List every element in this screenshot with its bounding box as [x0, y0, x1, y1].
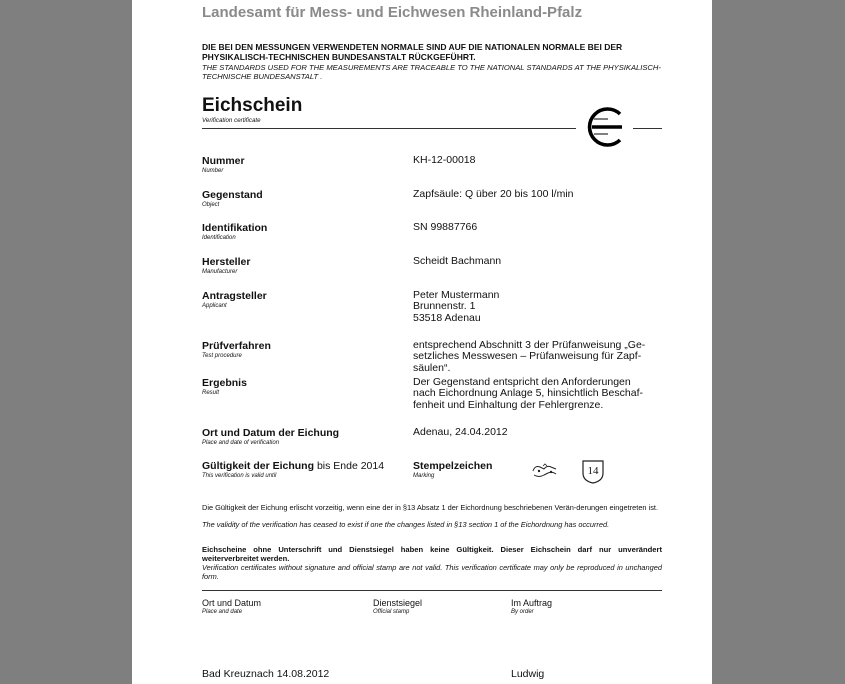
office-name: Landesamt für Mess- und Eichwesen Rheinland-Pfalz	[202, 4, 583, 21]
procedure-label-en: Test procedure	[202, 353, 242, 359]
applicant-name: Peter Mustermann	[413, 289, 500, 301]
object-label: Gegenstand	[202, 189, 263, 201]
shield-badge	[581, 459, 605, 485]
certificate-page	[132, 0, 712, 684]
result-line-3: fenheit und Einhaltung der Fehlergrenze.	[413, 398, 604, 411]
procedure-line-1: entsprechend Abschnitt 3 der Prüfanweisung „Ge-	[413, 339, 646, 351]
verification-stamp-icon	[530, 462, 560, 482]
identification-label: Identifikation	[202, 222, 268, 234]
number-label-en: Number	[202, 168, 224, 174]
applicant-street: Brunnenstr. 1	[413, 300, 476, 313]
result-line-1: Der Gegenstand entspricht den Anforderungen	[413, 376, 631, 388]
signature-place-date-label: Ort und Datum	[202, 598, 262, 608]
validity-label-main: Gültigkeit der Eichung	[202, 460, 315, 472]
applicant-label: Antragsteller	[202, 290, 267, 302]
by-order-label: Im Auftrag	[511, 598, 553, 608]
identification-value: SN 99887766	[413, 221, 478, 233]
procedure-value	[413, 340, 663, 374]
official-stamp-label-en: Official stamp	[373, 609, 410, 615]
identification-label-en: Identification	[202, 235, 236, 241]
verification-place-date-value: Adenau, 24.04.2012	[413, 426, 508, 438]
official-stamp-label: Dienstsiegel	[373, 598, 423, 608]
object-label-en: Object	[202, 202, 220, 208]
by-order-label-en: By order	[511, 609, 534, 615]
signature-note-en: Verification certificates without signature and official stamp are not valid. This verification certificate may only be reproduced in unchanged form.	[202, 563, 662, 581]
signer-name: Ludwig	[511, 668, 545, 680]
applicant-city: 53518 Adenau	[413, 311, 481, 324]
traceability-statement-de: DIE BEI DEN MESSUNGEN VERWENDETEN NORMALE SIND AUF DIE NATIONALEN NORMALE BEI DER PHYSIKALISCH-TECHNISCHEN BUNDESANSTALT RÜCKGEFÜHRT.	[202, 42, 623, 62]
shield-badge-number: 14	[587, 465, 599, 477]
validity-label-suffix: bis Ende 2014	[316, 460, 385, 472]
signature-rule	[202, 590, 662, 591]
manufacturer-label-en: Manufacturer	[202, 269, 238, 275]
applicant-label-en: Applicant	[202, 303, 227, 309]
marking-label-en: Marking	[413, 473, 435, 479]
marking-label: Stempelzeichen	[413, 460, 493, 472]
result-label: Ergebnis	[202, 377, 247, 389]
applicant-value	[413, 290, 663, 324]
result-label-en: Result	[202, 390, 220, 396]
procedure-line-3: säulen“.	[413, 361, 451, 374]
certificate-title-en: Verification certificate	[202, 117, 261, 124]
number-value: KH-12-00018	[413, 154, 476, 166]
verification-place-date-label-en: Place and date of verification	[202, 440, 280, 446]
validity-label-en: This verification is valid until	[202, 473, 277, 479]
signature-place-date-value: Bad Kreuznach 14.08.2012	[202, 668, 330, 680]
signature-note-de: Eichscheine ohne Unterschrift und Dienstsiegel haben keine Gültigkeit. Dieser Eichschein darf nur unverändert weiterverbreitet werden.	[202, 545, 662, 563]
traceability-statement-en: THE STANDARDS USED FOR THE MEASUREMENTS ARE TRACEABLE TO THE NATIONAL STANDARDS AT THE PHYSIKALISCH-TECHNISCHE BUNDESANSTALT .	[202, 63, 661, 81]
validity-note-en: The validity of the verification has ceased to exist if one the changes listed in §13 section 1 of the Eichordnung has occurred.	[202, 520, 610, 529]
certificate-title: Eichschein	[202, 95, 303, 116]
object-value: Zapfsäule: Q über 20 bis 100 l/min	[413, 188, 574, 200]
manufacturer-value: Scheidt Bachmann	[413, 255, 502, 267]
verification-place-date-label: Ort und Datum der Eichung	[202, 427, 340, 439]
procedure-label: Prüfverfahren	[202, 340, 271, 352]
number-label: Nummer	[202, 155, 245, 167]
title-rule-left	[202, 128, 576, 129]
procedure-line-2: setzliches Messwesen – Prüfanweisung für Zapf-	[413, 350, 642, 363]
title-rule-right	[633, 128, 662, 129]
validity-label	[202, 460, 384, 472]
result-line-2: nach Eichordnung Anlage 5, hinsichtlich Beschaf-	[413, 387, 643, 400]
manufacturer-label: Hersteller	[202, 256, 251, 268]
result-value	[413, 377, 663, 411]
signature-place-date-label-en: Place and date	[202, 609, 243, 615]
e-mark-icon	[580, 103, 630, 151]
validity-note-de: Die Gültigkeit der Eichung erlischt vorzeitig, wenn eine der in §13 Absatz 1 der Eichordnung beschriebenen Verän-derungen eingetreten ist.	[202, 503, 659, 512]
